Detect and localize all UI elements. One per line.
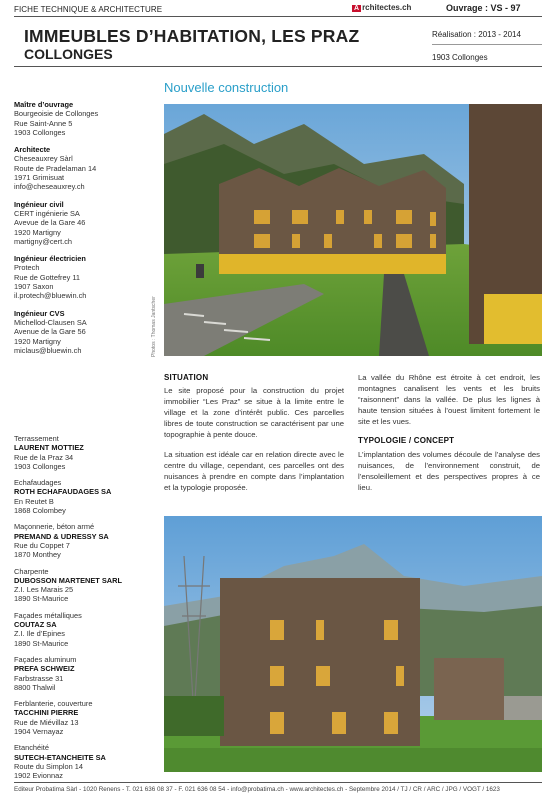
building-photo-top	[164, 104, 542, 356]
ouvrage-number: Ouvrage : VS - 97	[446, 3, 521, 13]
credit-line: CERT ingénierie SA	[14, 208, 80, 218]
trade-line: 1904 Vernayaz	[14, 727, 64, 737]
logo-mark: A	[354, 5, 360, 12]
trade-company: COUTAZ SA	[14, 620, 57, 630]
trade-block	[14, 522, 154, 559]
building-photo-bottom	[164, 516, 542, 772]
trade-type: Ferblanterie, couverture	[14, 699, 93, 709]
trade-company: TACCHINI PIERRE	[14, 708, 79, 718]
trade-company: ROTH ECHAFAUDAGES SA	[14, 487, 112, 497]
credit-line: Michellod-Clausen SA	[14, 317, 87, 327]
page-subtitle: COLLONGES	[24, 46, 113, 62]
realisation-dates: Réalisation : 2013 - 2014	[432, 30, 521, 39]
situation-paragraph: La situation est idéale car en relation directe avec le centre du village, cependant, ces parcelles ont des nuisances à prendre en compte dans l’implantation et la typologie proposée.	[164, 449, 344, 492]
credit-block	[14, 309, 154, 355]
trade-line: Route du Simplon 14	[14, 761, 84, 771]
meta-rule	[432, 44, 542, 45]
trade-line: Rue de Miévillaz 13	[14, 717, 79, 727]
trade-line: 1890 St-Maurice	[14, 638, 69, 648]
credit-line: Bourgeoisie de Collonges	[14, 109, 99, 119]
trade-block	[14, 434, 154, 471]
credit-role: Ingénieur CVS	[14, 308, 65, 318]
credit-line: 1920 Martigny	[14, 336, 61, 346]
trade-block	[14, 699, 154, 736]
trade-line: 1902 Evionnaz	[14, 771, 63, 781]
trade-line: 1868 Colombey	[14, 506, 66, 516]
valley-paragraph: La vallée du Rhône est étroite à cet endroit, les montagnes canalisent les vents et les bruits “raisonnent” dans la vallée. De plus les lignes à haute tension situées à l’ouest limitent fortement le site et les vues.	[358, 373, 540, 427]
trade-type: Echafaudages	[14, 478, 62, 488]
trade-company: PREFA SCHWEIZ	[14, 664, 75, 674]
credit-line: Protech	[14, 263, 40, 273]
credit-line: 1971 Grimisuat	[14, 173, 65, 183]
top-bar	[14, 2, 542, 16]
trade-type: Façades métalliques	[14, 610, 82, 620]
text-column-left	[164, 372, 344, 501]
title-rule	[14, 66, 542, 67]
section-label: FICHE TECHNIQUE & ARCHITECTURE	[14, 5, 163, 14]
trade-block	[14, 567, 154, 604]
credit-role: Architecte	[14, 145, 51, 155]
credit-line: Avevue de la Gare 46	[14, 218, 86, 228]
credits-list	[14, 100, 154, 363]
page-title: IMMEUBLES D’HABITATION, LES PRAZ	[24, 26, 360, 46]
trade-line: 1890 St-Maurice	[14, 594, 69, 604]
typologie-heading: TYPOLOGIE / CONCEPT	[358, 436, 455, 446]
trade-block	[14, 478, 154, 515]
photo-credit	[151, 297, 159, 357]
trade-block	[14, 655, 154, 692]
trade-company: SUTECH-ETANCHEITE SA	[14, 752, 106, 762]
top-rule	[14, 16, 542, 17]
text-column-right	[358, 372, 540, 501]
credit-line: Cheseauxrey Sàrl	[14, 154, 73, 164]
footer: Editeur Probatima Sàrl - 1020 Renens - T. 021 636 08 37 - F. 021 636 08 54 - info@probatima.ch - www.architectes.ch - Septembre 2014 / TJ / CR / ARC / JPG / VOGT / 1623	[14, 786, 500, 793]
credit-line: Avenue de la Gare 56	[14, 327, 86, 337]
footer-rule	[14, 782, 542, 783]
trade-line: Z.I. Les Marais 25	[14, 585, 74, 595]
trade-company: LAURENT MOTTIEZ	[14, 443, 84, 453]
situation-paragraph: Le site proposé pour la construction du projet immobilier “Les Praz” se situe à la limite entre le village et la zone d’intérêt public. Ces parcelles libres de toute construction se caractérisent par une topographie à pente douce.	[164, 386, 344, 440]
trades-list	[14, 434, 154, 788]
architectes-logo[interactable]	[352, 3, 411, 12]
trade-type: Terrassement	[14, 434, 59, 443]
trade-line: Rue du Coppet 7	[14, 540, 70, 550]
logo-text: rchitectes.ch	[362, 3, 412, 12]
photo-credit-text: Photos : Thomas Jantscher	[151, 296, 157, 357]
trade-line: 1870 Monthey	[14, 550, 61, 560]
trade-line: 8800 Thalwil	[14, 682, 56, 692]
credit-block	[14, 254, 154, 300]
building-photo-top-image	[164, 104, 542, 356]
trade-type: Maçonnerie, béton armé	[14, 522, 95, 532]
trade-type: Etanchéité	[14, 743, 49, 753]
credit-role: Maître d’ouvrage	[14, 100, 74, 109]
credit-email[interactable]: il.protech@bluewin.ch	[14, 291, 87, 301]
trade-type: Charpente	[14, 566, 49, 576]
credit-email[interactable]: martigny@cert.ch	[14, 236, 73, 246]
credit-line: Route de Pradelaman 14	[14, 163, 97, 173]
trade-line: En Reutet B	[14, 496, 54, 506]
credit-email[interactable]: miclaus@bluewin.ch	[14, 345, 82, 355]
situation-heading: SITUATION	[164, 373, 209, 382]
credit-block	[14, 145, 154, 191]
project-location: 1903 Collonges	[432, 53, 488, 62]
trade-block	[14, 611, 154, 648]
credit-role: Ingénieur électricien	[14, 254, 86, 264]
credit-line: Rue de Gottefrey 11	[14, 272, 81, 282]
trade-company: DUBOSSON MARTENET SARL	[14, 575, 122, 585]
trade-line: Z.I. Ile d’Epines	[14, 629, 65, 639]
trade-line: 1903 Collonges	[14, 461, 66, 471]
trade-type: Façades aluminum	[14, 654, 77, 664]
typologie-paragraph: L’implantation des volumes découle de l’analyse des nuisances, de l’environnement construit, de l’ensoleillement et des perspectives propres à ce lieu.	[358, 449, 540, 492]
credit-block	[14, 100, 154, 137]
building-photo-bottom-image	[164, 516, 542, 772]
credit-email[interactable]: info@cheseauxrey.ch	[14, 182, 85, 192]
trade-line: Rue de la Praz 34	[14, 452, 74, 462]
credit-line: Rue Saint-Anne 5	[14, 118, 73, 128]
credit-line: 1920 Martigny	[14, 227, 61, 237]
credit-block	[14, 200, 154, 246]
credit-line: 1903 Collonges	[14, 127, 66, 137]
trade-line: Farbstrasse 31	[14, 673, 64, 683]
trade-block	[14, 743, 154, 780]
headline: Nouvelle construction	[164, 80, 289, 95]
credit-role: Ingénieur civil	[14, 199, 64, 209]
credit-line: 1907 Saxon	[14, 282, 54, 292]
trade-company: PREMAND & UDRESSY SA	[14, 531, 109, 541]
